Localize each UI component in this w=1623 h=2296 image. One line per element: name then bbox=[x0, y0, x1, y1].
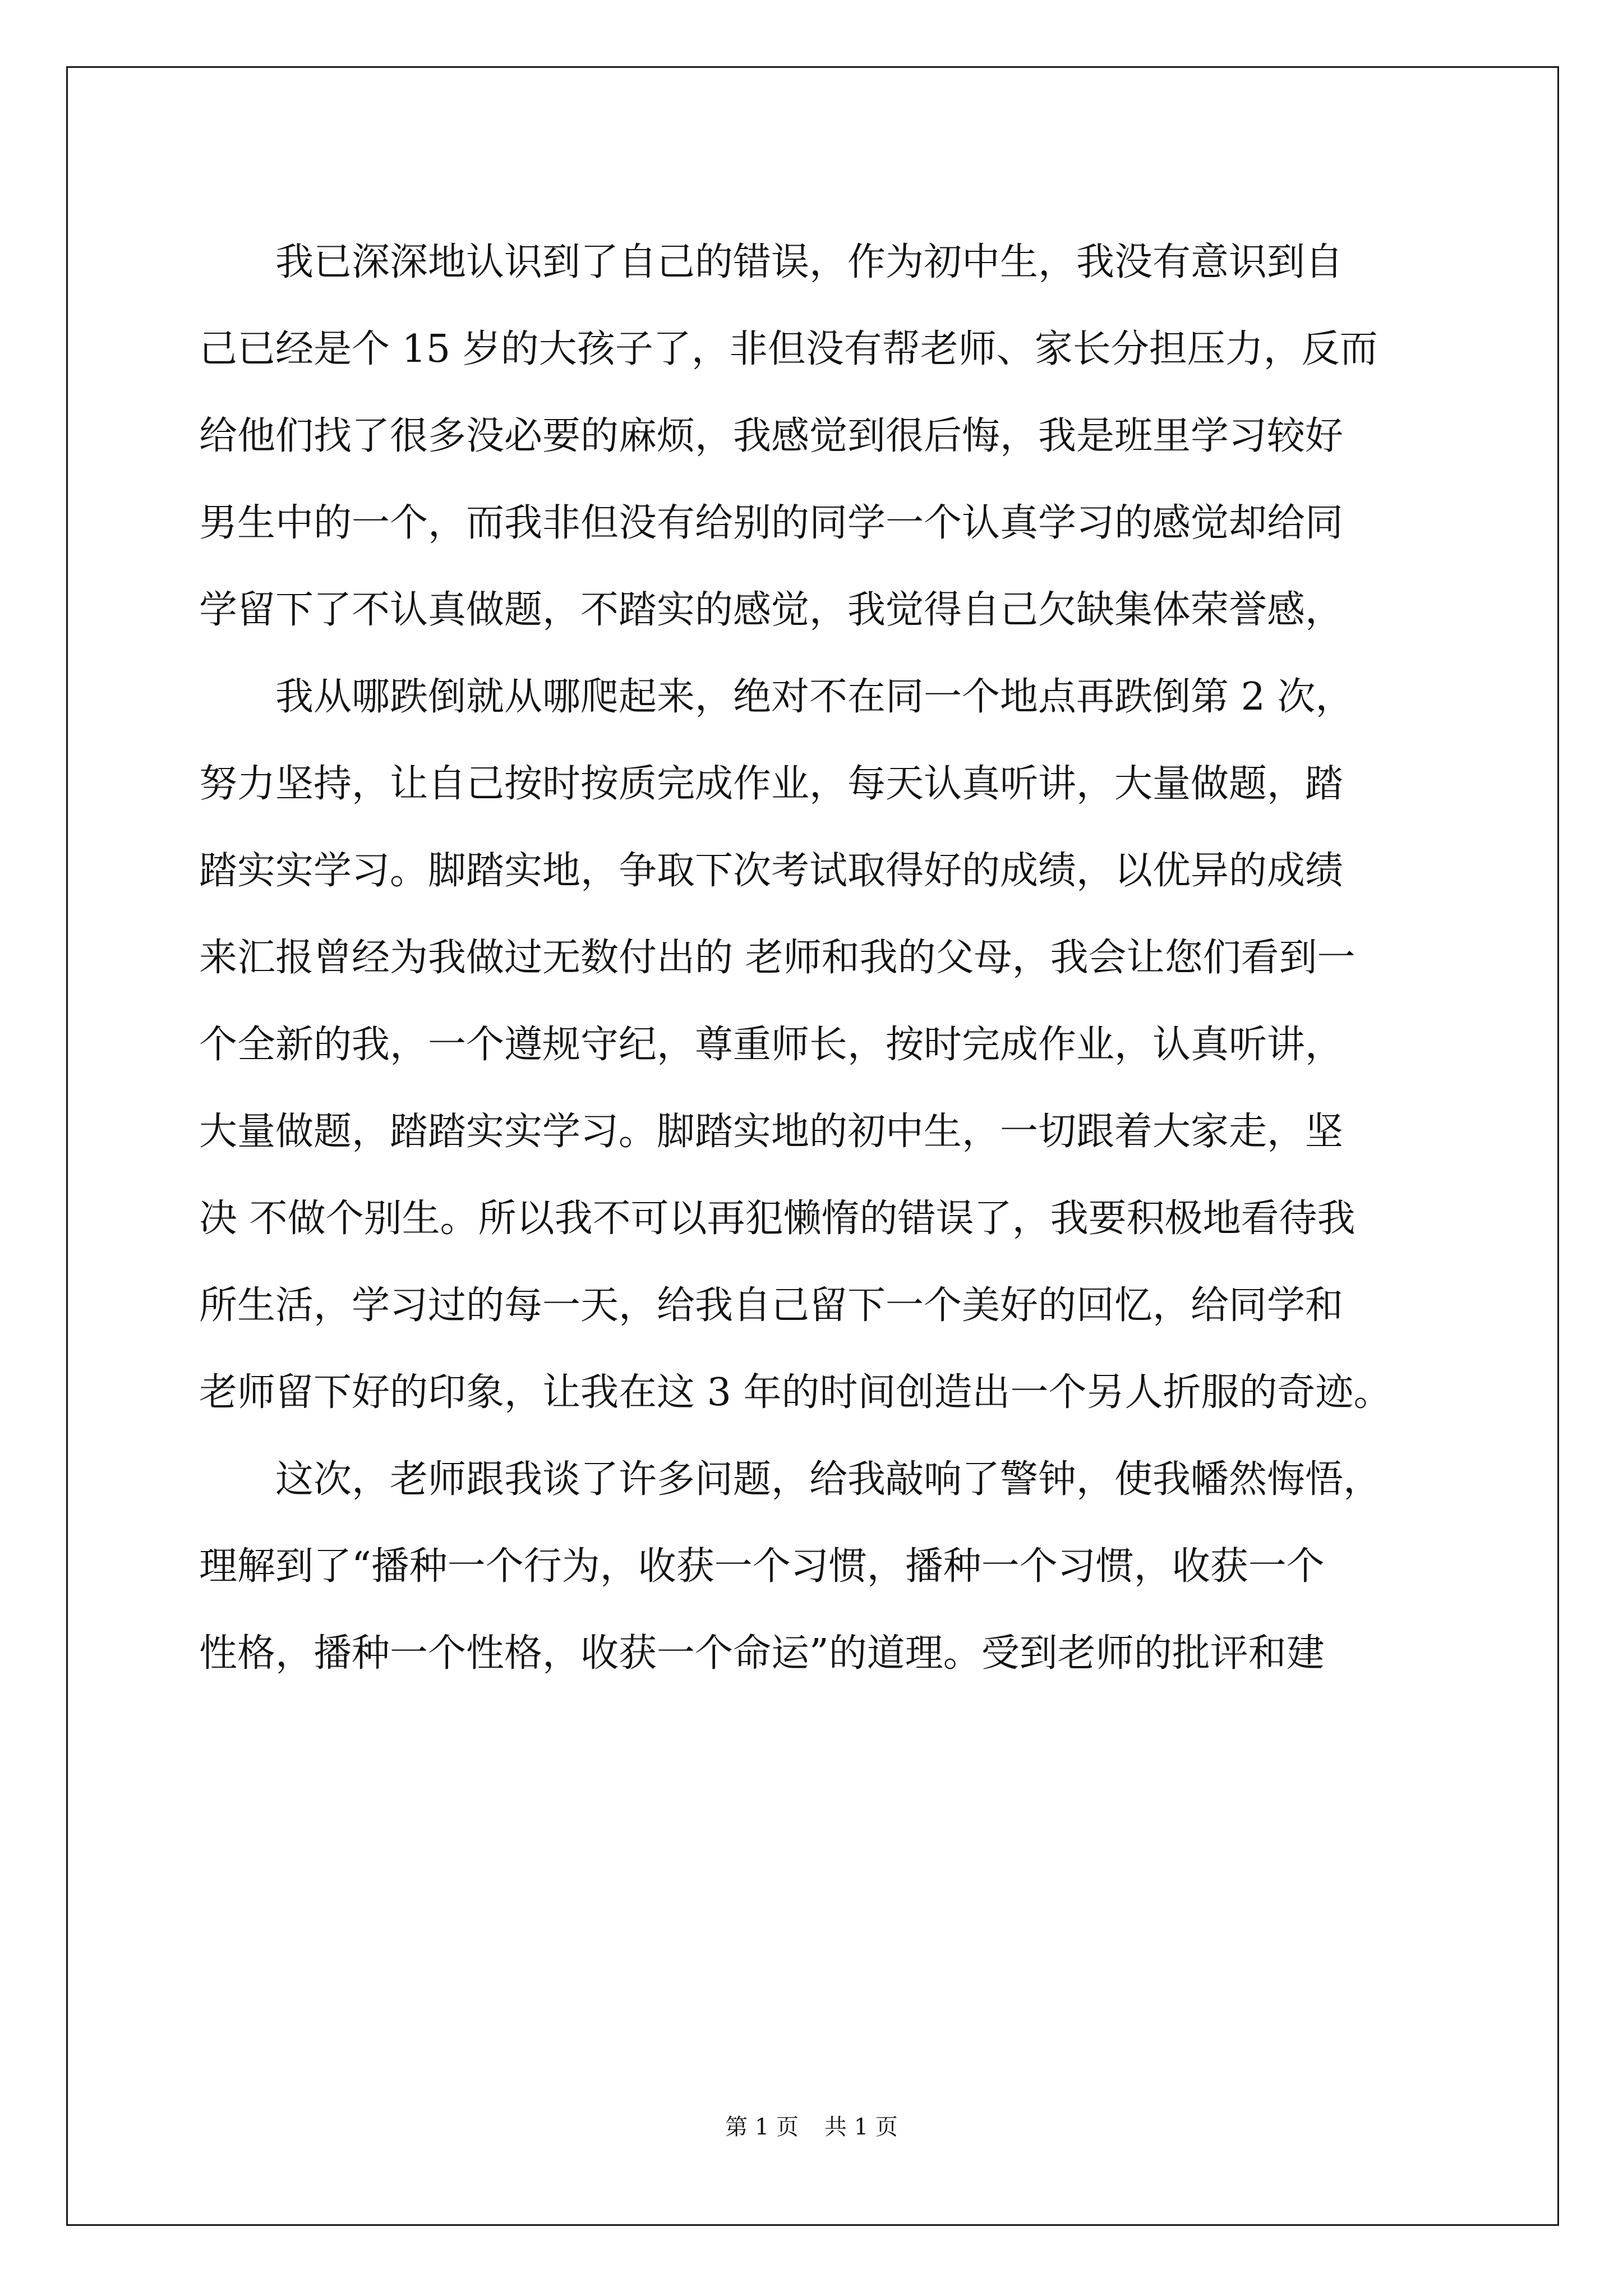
paragraph-line: 理解到了“播种一个行为，收获一个习惯，播种一个习惯，收获一个 bbox=[199, 1544, 1325, 1589]
paragraph-line: 个全新的我，一个遵规守纪，尊重师长，按时完成作业，认真听讲， bbox=[199, 1023, 1344, 1067]
page-number-current: 第 1 页 bbox=[725, 2114, 799, 2140]
document-body bbox=[199, 219, 1433, 1697]
paragraph-line: 性格，播种一个性格，收获一个命运”的道理。受到老师的批评和建 bbox=[199, 1631, 1325, 1676]
page-footer bbox=[0, 2109, 1623, 2141]
paragraph-line: 我从哪跌倒就从哪爬起来，绝对不在同一个地点再跌倒第 2 次， bbox=[275, 675, 1354, 719]
paragraph-line: 这次，老师跟我谈了许多问题，给我敲响了警钟，使我幡然悔悟， bbox=[275, 1457, 1382, 1502]
paragraph-line: 给他们找了很多没必要的麻烦，我感觉到很后悔，我是班里学习较好 bbox=[199, 414, 1344, 458]
paragraph-line: 我已深深地认识到了自己的错误，作为初中生，我没有意识到自 bbox=[275, 240, 1344, 284]
paragraph-line: 踏实实学习。脚踏实地，争取下次考试取得好的成绩，以优异的成绩 bbox=[199, 849, 1344, 893]
paragraph-line: 决 不做个别生。所以我不可以再犯懒惰的错误了，我要积极地看待我 bbox=[199, 1197, 1355, 1241]
paragraph-line: 老师留下好的印象，让我在这 3 年的时间创造出一个另人折服的奇迹。 bbox=[199, 1370, 1392, 1415]
paragraph-line: 己已经是个 15 岁的大孩子了，非但没有帮老师、家长分担压力，反而 bbox=[199, 327, 1378, 371]
paragraph-line: 所生活，学习过的每一天，给我自己留下一个美好的回忆，给同学和 bbox=[199, 1283, 1344, 1328]
page-number-total: 共 1 页 bbox=[824, 2114, 898, 2140]
paragraph-line: 学留下了不认真做题，不踏实的感觉，我觉得自己欠缺集体荣誉感， bbox=[199, 588, 1344, 632]
paragraph-line: 大量做题，踏踏实实学习。脚踏实地的初中生，一切跟着大家走，坚 bbox=[199, 1110, 1344, 1154]
paragraph-line: 努力坚持，让自己按时按质完成作业，每天认真听讲，大量做题，踏 bbox=[199, 762, 1344, 806]
paragraph-line: 来汇报曾经为我做过无数付出的 老师和我的父母，我会让您们看到一 bbox=[199, 936, 1355, 980]
paragraph-line: 男生中的一个，而我非但没有给别的同学一个认真学习的感觉却给同 bbox=[199, 501, 1344, 545]
